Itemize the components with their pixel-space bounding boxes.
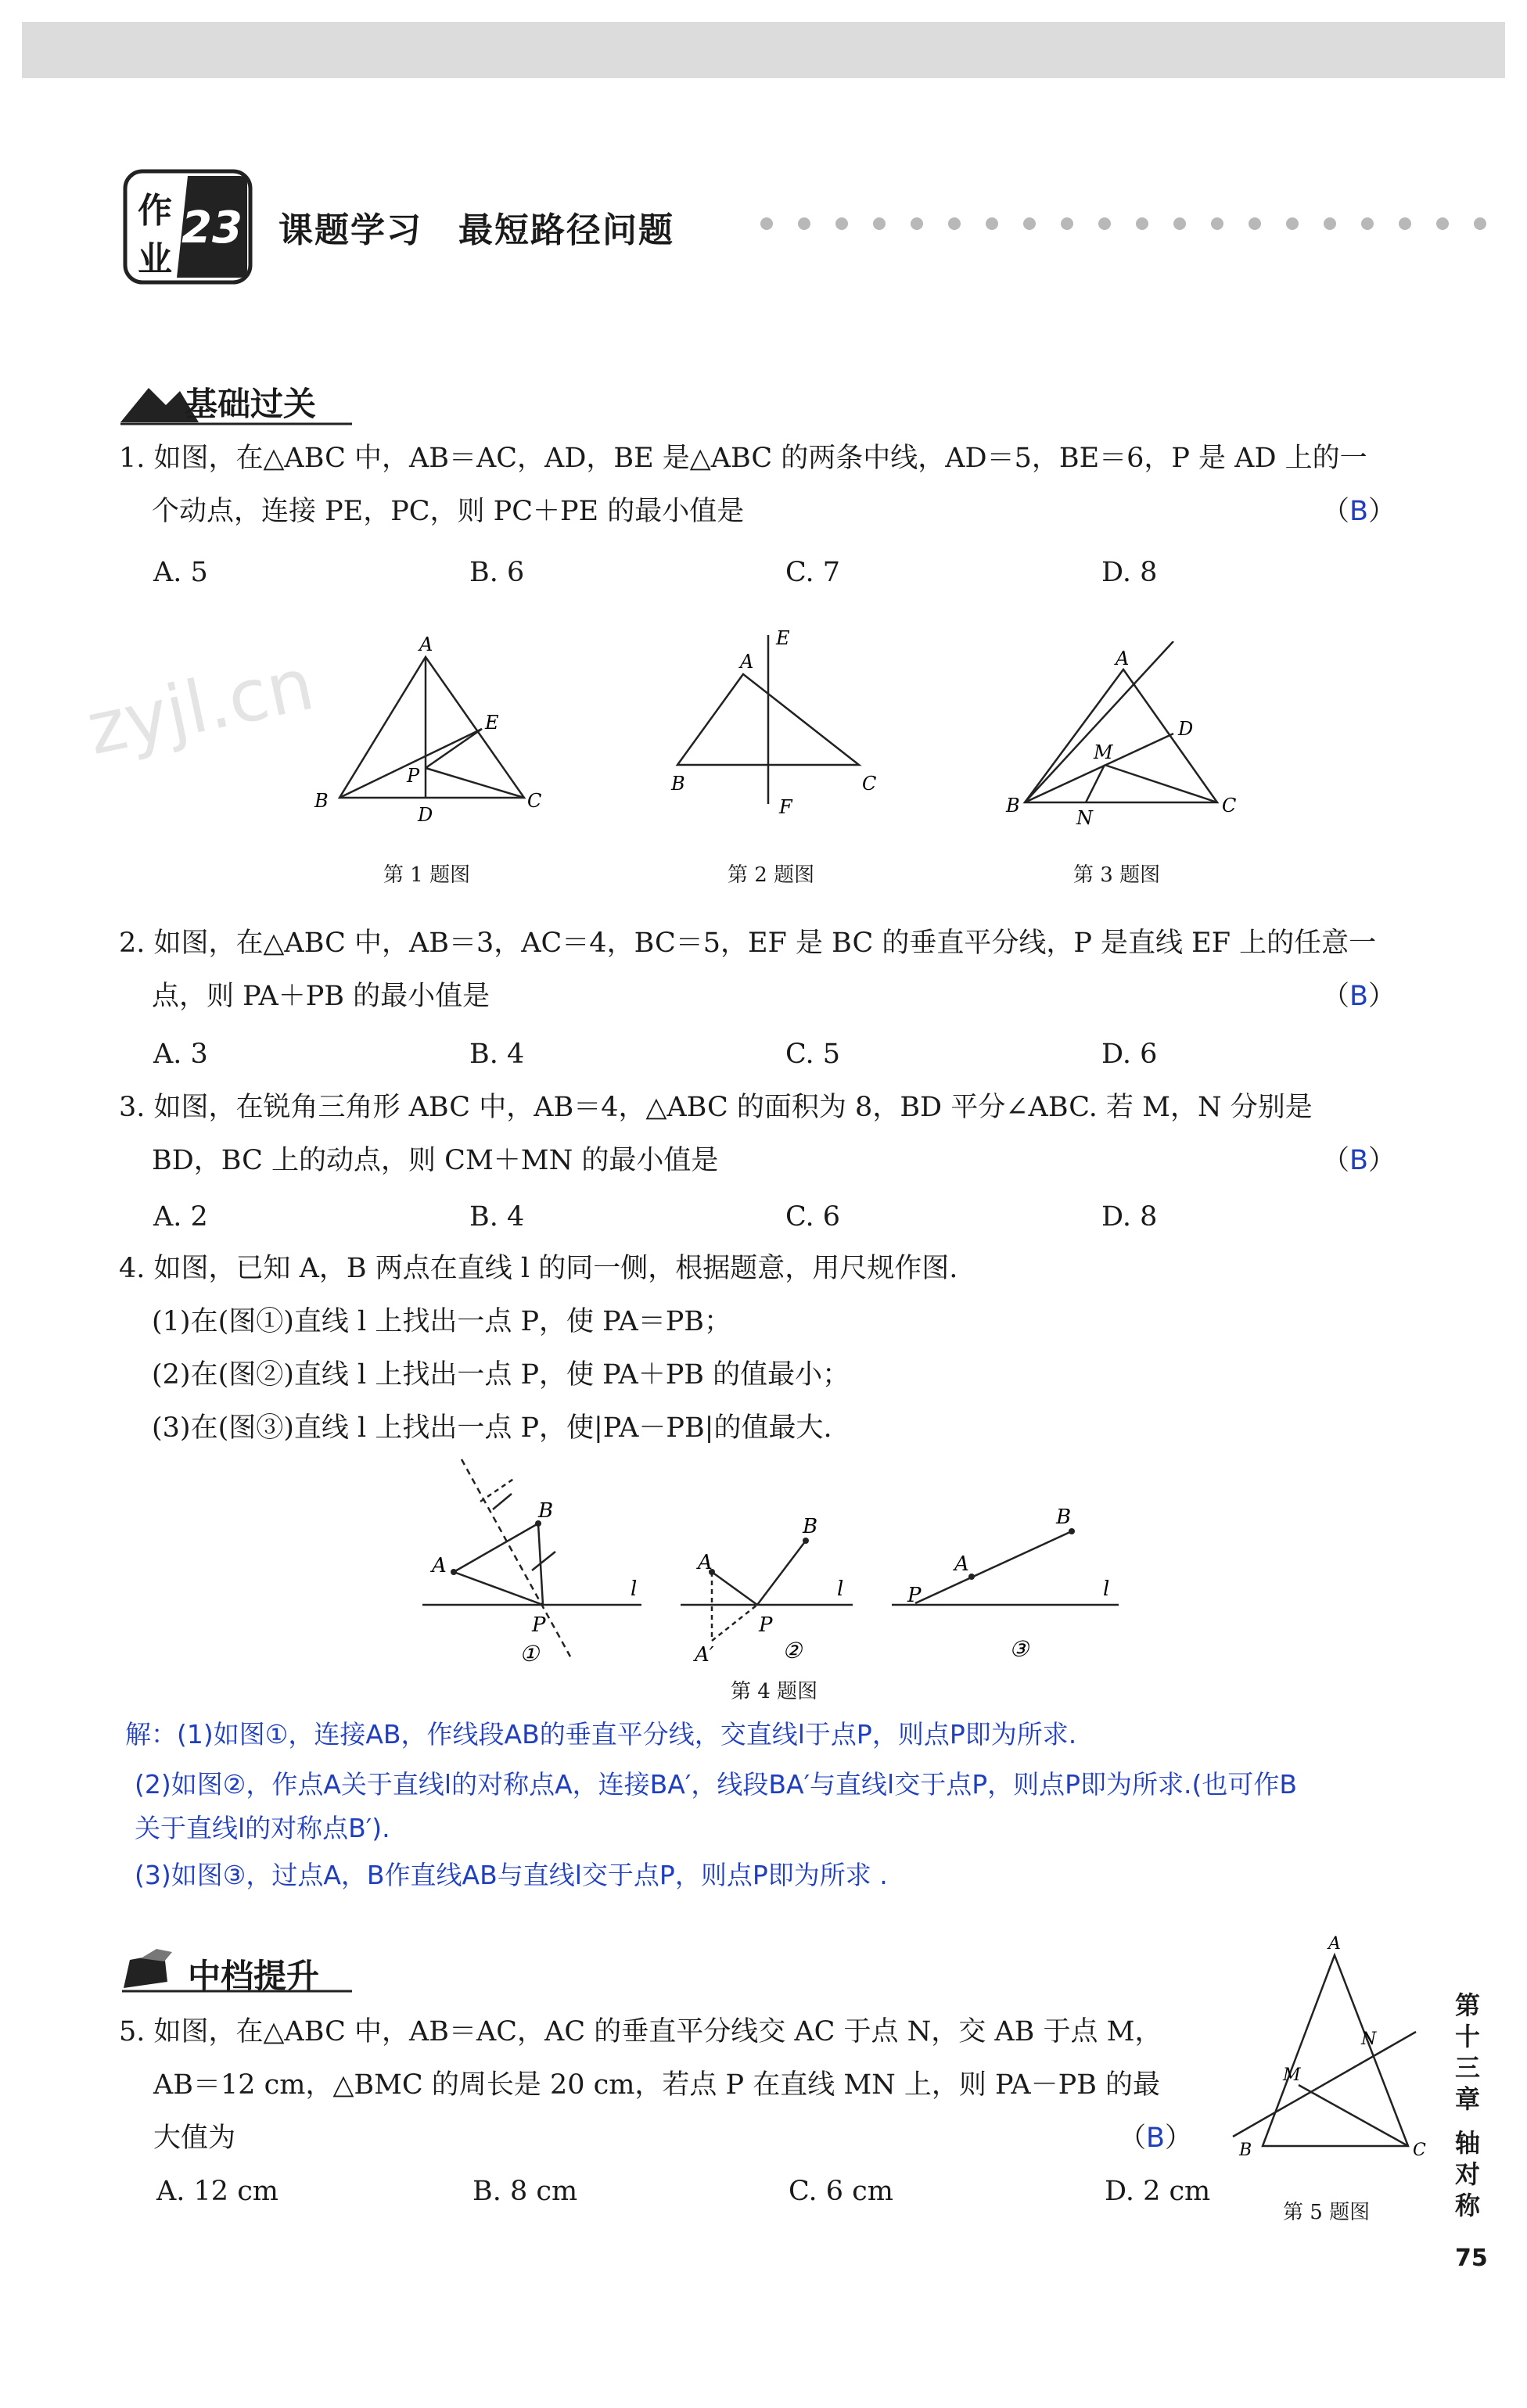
q2-line2: 点，则 PA＋PB 的最小值是 (152, 981, 490, 1012)
fig4-mark-3: ③ (1009, 1636, 1029, 1662)
q5-answer: B (1146, 2123, 1166, 2154)
svg-text:B: B (671, 773, 685, 795)
svg-text:C: C (862, 773, 877, 795)
q2-answer: B (1349, 981, 1369, 1012)
top-bar (22, 22, 1505, 78)
badge-char-1: 作 (138, 191, 172, 231)
q5-answer-bracket (1119, 2112, 1192, 2165)
svg-text:P: P (907, 1584, 922, 1607)
svg-text:P: P (532, 1613, 546, 1637)
fig4-caption: 第 4 题图 (731, 1680, 818, 1703)
svg-text:A: A (698, 1551, 713, 1574)
chapter-tab: 第十三章 (1454, 1990, 1480, 2114)
q3-line1: 3. 如图，在锐角三角形 ABC 中，AB＝4，△ABC 的面积为 8，BD 平分∠ABC. 若 M，N 分别是 (119, 1092, 1313, 1123)
svg-text:B: B (538, 1499, 554, 1523)
svg-text:N: N (1076, 807, 1093, 829)
q3-option-a: A. 2 (153, 1201, 208, 1233)
svg-text:P: P (407, 765, 420, 787)
svg-text:C: C (527, 790, 542, 812)
svg-text:D: D (418, 804, 433, 826)
solution-line3: 关于直线l的对称点B′). (135, 1813, 390, 1843)
svg-text:M: M (1283, 2065, 1301, 2085)
svg-text:M: M (1094, 741, 1113, 763)
solution-line2: (2)如图②，作点A关于直线l的对称点A，连接BA′，线段BA′与直线l交于点P，则点P即为所求.(也可作B (135, 1769, 1298, 1800)
svg-text:N: N (1361, 2029, 1377, 2049)
solution-line1: 解：(1)如图①，连接AB，作线段AB的垂直平分线，交直线l于点P，则点P即为所求. (125, 1719, 1077, 1749)
fig1-caption: 第 1 题图 (383, 863, 471, 887)
solution-line4: (3)如图③，过点A，B作直线AB与直线l交于点P，则点P即为所求 . (135, 1860, 888, 1890)
figure-4 (415, 1455, 1134, 1674)
svg-text:A: A (740, 651, 754, 673)
q4-sub3: (3)在(图③)直线 l 上找出一点 P，使|PA－PB|的值最大. (152, 1412, 832, 1444)
q4-line1: 4. 如图，已知 A，B 两点在直线 l 的同一侧，根据题意，用尺规作图. (119, 1253, 958, 1284)
svg-text:l: l (1103, 1577, 1110, 1601)
q3-option-c: C. 6 (785, 1201, 841, 1233)
fig5-caption: 第 5 题图 (1283, 2201, 1371, 2224)
svg-text:l: l (837, 1577, 844, 1601)
svg-text:A: A (419, 633, 433, 655)
fig4-mark-2: ② (782, 1638, 803, 1663)
q5-option-c: C. 6 cm (789, 2176, 893, 2207)
q1-option-d: D. 8 (1101, 557, 1158, 588)
figure-1 (297, 633, 563, 829)
svg-text:C: C (1413, 2141, 1426, 2160)
svg-text:l: l (631, 1577, 638, 1601)
bracket-open: （ (1322, 496, 1350, 527)
q1-option-a: A. 5 (153, 557, 208, 588)
svg-text:C: C (1222, 795, 1237, 816)
bracket-close: ） (1368, 1145, 1396, 1176)
figure-2 (649, 626, 900, 829)
badge-number: 23 (181, 203, 243, 253)
q1-answer-bracket (1322, 485, 1396, 538)
q5-option-b: B. 8 cm (472, 2176, 578, 2207)
bracket-close: ） (1368, 981, 1396, 1012)
q2-line1: 2. 如图，在△ABC 中，AB＝3，AC＝4，BC＝5，EF 是 BC 的垂直平分线，P 是直线 EF 上的任意一 (119, 928, 1377, 959)
bracket-open: （ (1322, 1145, 1350, 1176)
fig2-caption: 第 2 题图 (728, 863, 815, 887)
q1-line1: 1. 如图，在△ABC 中，AB＝AC，AD，BE 是△ABC 的两条中线，AD＝5，BE＝6，P 是 AD 上的一 (119, 443, 1367, 474)
section-basic-title: 基础过关 (185, 385, 317, 423)
q5-line2: AB＝12 cm，△BMC 的周长是 20 cm，若点 P 在直线 MN 上，则 PA－PB 的最 (153, 2069, 1161, 2101)
svg-text:E: E (776, 627, 790, 649)
q2-option-a: A. 3 (153, 1039, 208, 1070)
svg-text:B: B (1006, 795, 1020, 816)
svg-text:A: A (954, 1552, 969, 1576)
q4-sub1: (1)在(图①)直线 l 上找出一点 P，使 PA＝PB； (152, 1306, 732, 1337)
q1-option-c: C. 7 (785, 557, 841, 588)
bracket-open: （ (1119, 2123, 1147, 2154)
q2-option-d: D. 6 (1101, 1039, 1158, 1070)
svg-text:B: B (314, 790, 329, 812)
q2-option-c: C. 5 (785, 1039, 841, 1070)
figure-5 (1220, 1932, 1439, 2166)
q3-option-d: D. 8 (1101, 1201, 1158, 1233)
fig4-mark-1: ① (519, 1641, 540, 1667)
bracket-close: ） (1368, 496, 1396, 527)
q5-line3: 大值为 (153, 2123, 236, 2154)
svg-text:B: B (1056, 1505, 1072, 1529)
q5-line1: 5. 如图，在△ABC 中，AB＝AC，AC 的垂直平分线交 AC 于点 N，交 AB 于点 M， (119, 2016, 1162, 2047)
svg-text:E: E (485, 712, 499, 734)
q5-option-d: D. 2 cm (1105, 2176, 1211, 2207)
section-middle-title: 中档提升 (188, 1957, 320, 1995)
bracket-close: ） (1165, 2123, 1193, 2154)
q3-line2: BD，BC 上的动点，则 CM＋MN 的最小值是 (152, 1145, 719, 1176)
homework-badge (122, 168, 253, 285)
q1-answer: B (1349, 496, 1369, 527)
svg-text:B: B (1239, 2141, 1252, 2160)
page-title: 课题学习 最短路径问题 (278, 210, 674, 250)
svg-text:A: A (432, 1554, 447, 1577)
title-dots-decoration (759, 216, 1510, 231)
page-number: 75 (1455, 2245, 1488, 2272)
watermark: zyjl.cn (80, 641, 321, 772)
q1-option-b: B. 6 (469, 557, 525, 588)
topic-tab: 轴对称 (1454, 2128, 1480, 2220)
q2-answer-bracket (1322, 970, 1396, 1023)
svg-text:D: D (1178, 718, 1194, 740)
svg-text:A: A (1328, 1934, 1341, 1954)
q4-sub2: (2)在(图②)直线 l 上找出一点 P，使 PA＋PB 的值最小； (152, 1359, 850, 1391)
q5-option-a: A. 12 cm (156, 2176, 278, 2207)
bracket-open: （ (1322, 981, 1350, 1012)
svg-text:A: A (1116, 648, 1130, 669)
q3-answer-bracket (1322, 1134, 1396, 1187)
badge-char-2: 业 (138, 239, 172, 279)
svg-text:A′: A′ (695, 1643, 714, 1667)
q3-option-b: B. 4 (469, 1201, 525, 1233)
svg-text:B: B (803, 1515, 818, 1538)
svg-text:F: F (779, 796, 792, 818)
q1-line2: 个动点，连接 PE，PC，则 PC＋PE 的最小值是 (152, 496, 745, 527)
svg-text:P: P (759, 1613, 773, 1637)
fig3-caption: 第 3 题图 (1073, 863, 1161, 887)
figure-3 (1001, 641, 1259, 829)
q3-answer: B (1349, 1145, 1369, 1176)
q2-option-b: B. 4 (469, 1039, 525, 1070)
